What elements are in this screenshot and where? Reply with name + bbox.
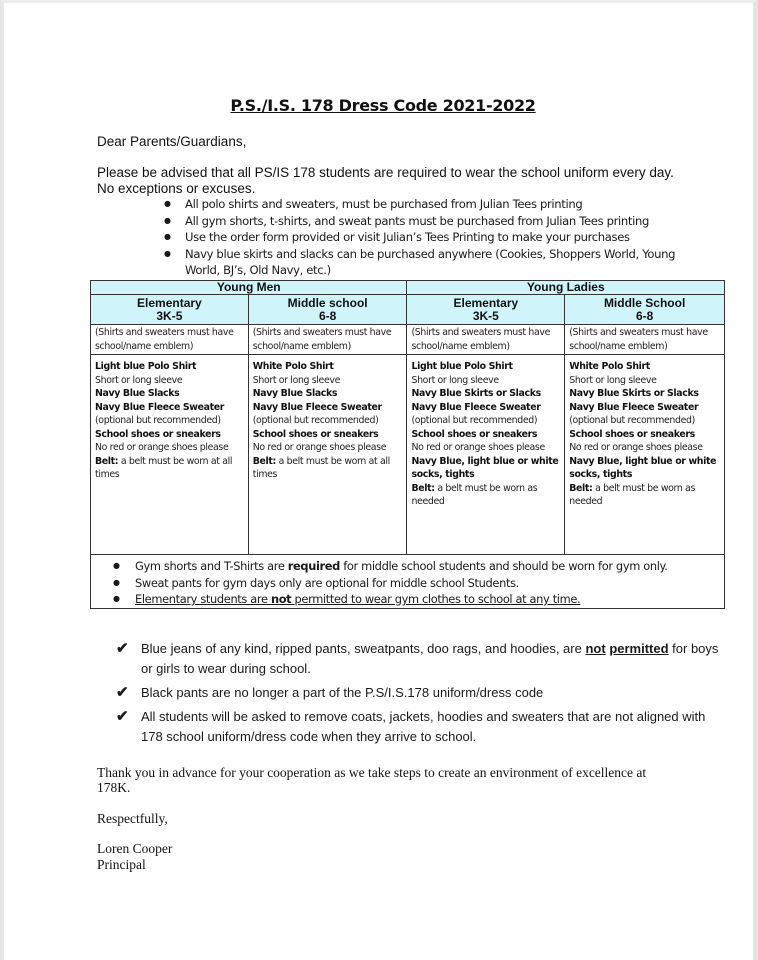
document-title: P.S./I.S. 178 Dress Code 2021-2022 — [230, 96, 536, 115]
emblem-note: (Shirts and sweaters must have school/name emblem) — [91, 325, 249, 355]
emblem-note: (Shirts and sweaters must have school/name emblem) — [407, 325, 565, 355]
rule-item: ✔ Black pants are no longer a part of the P.S/I.S.178 uniform/dress code — [116, 684, 544, 701]
signer-title: Principal — [97, 856, 146, 872]
column-header: Elementary 3K-5 — [91, 295, 249, 325]
bullet-item: ● Use the order form provided or visit Julian’s Tees Printing to make your purchases — [164, 229, 704, 246]
emblem-note: (Shirts and sweaters must have school/name emblem) — [565, 325, 725, 355]
gym-notes-cell — [91, 555, 725, 609]
greeting: Dear Parents/Guardians, — [97, 134, 247, 149]
uniform-items-cell: Light blue Polo Shirt Short or long sleeve Navy Blue Slacks Navy Blue Fleece Sweater (optional but recommended) School shoes or sneakers No red or orange shoes please Belt: a belt must be worn at all times — [91, 355, 249, 555]
rule-item: ✔ All students will be asked to remove coats, jackets, hoodies and sweaters that are not aligned with 178 school uniform/dress code when they arrive to school. — [116, 708, 706, 744]
uniform-items-cell: White Polo Shirt Short or long sleeve Navy Blue Slacks Navy Blue Fleece Sweater (optional but recommended) School shoes or sneakers No red or orange shoes please Belt: a belt must be worn at all times — [248, 355, 407, 555]
emblem-note: (Shirts and sweaters must have school/name emblem) — [248, 325, 407, 355]
dress-code-table — [90, 280, 725, 609]
sign-off: Respectfully, — [97, 811, 168, 826]
checkmark-icon: ✔ — [116, 708, 129, 725]
bullet-item: ● All polo shirts and sweaters, must be purchased from Julian Tees printing — [164, 196, 704, 213]
gym-notes-list — [91, 558, 724, 608]
column-header: Middle school 6-8 — [248, 295, 407, 325]
gym-note: ● Gym shorts and T-Shirts are required for middle school students and should be worn for gym only. — [113, 558, 724, 575]
group-header-young-ladies: Young Ladies — [407, 281, 725, 295]
gym-note: ● Sweat pants for gym days only are optional for middle school Students. — [113, 575, 724, 592]
rules-checklist — [116, 639, 726, 751]
intro-paragraph: Please be advised that all PS/IS 178 students are required to wear the school uniform every day. No exceptions or excuses. — [97, 165, 674, 196]
signature-block — [97, 841, 172, 872]
bullet-item: ● All gym shorts, t-shirts, and sweat pants must be purchased from Julian Tees printing — [164, 213, 704, 230]
closing-paragraph: Thank you in advance for your cooperation as we take steps to create an environment of excellence at 178K. — [97, 765, 647, 795]
column-header: Middle School 6-8 — [565, 295, 725, 325]
uniform-items-cell: Light blue Polo Shirt Short or long sleeve Navy Blue Skirts or Slacks Navy Blue Fleece Sweater (optional but recommended) School shoes or sneakers No red or orange shoes please Navy Blue, light blue or white socks, tights Belt: a belt must be worn as needed — [407, 355, 565, 555]
bullet-item: ● Navy blue skirts and slacks can be purchased anywhere (Cookies, Shoppers World, Young World, BJ’s, Old Navy, etc.) — [164, 246, 704, 279]
purchase-bullets — [164, 196, 704, 279]
checkmark-icon: ✔ — [116, 684, 129, 701]
uniform-items-cell: White Polo Shirt Short or long sleeve Navy Blue Skirts or Slacks Navy Blue Fleece Sweater (optional but recommended) School shoes or sneakers No red or orange shoes please Navy Blue, light blue or white socks, tights Belt: a belt must be worn as needed — [565, 355, 725, 555]
signer-name: Loren Cooper — [97, 841, 173, 856]
column-header: Elementary 3K-5 — [407, 295, 565, 325]
gym-note: ● Elementary students are not permitted to wear gym clothes to school at any time. — [113, 591, 724, 608]
group-header-young-men: Young Men — [91, 281, 407, 295]
checkmark-icon: ✔ — [116, 640, 129, 657]
rule-item: ✔ Blue jeans of any kind, ripped pants, sweatpants, doo rags, and hoodies, are not permitted for boys or girls to wear during school. — [116, 640, 719, 676]
